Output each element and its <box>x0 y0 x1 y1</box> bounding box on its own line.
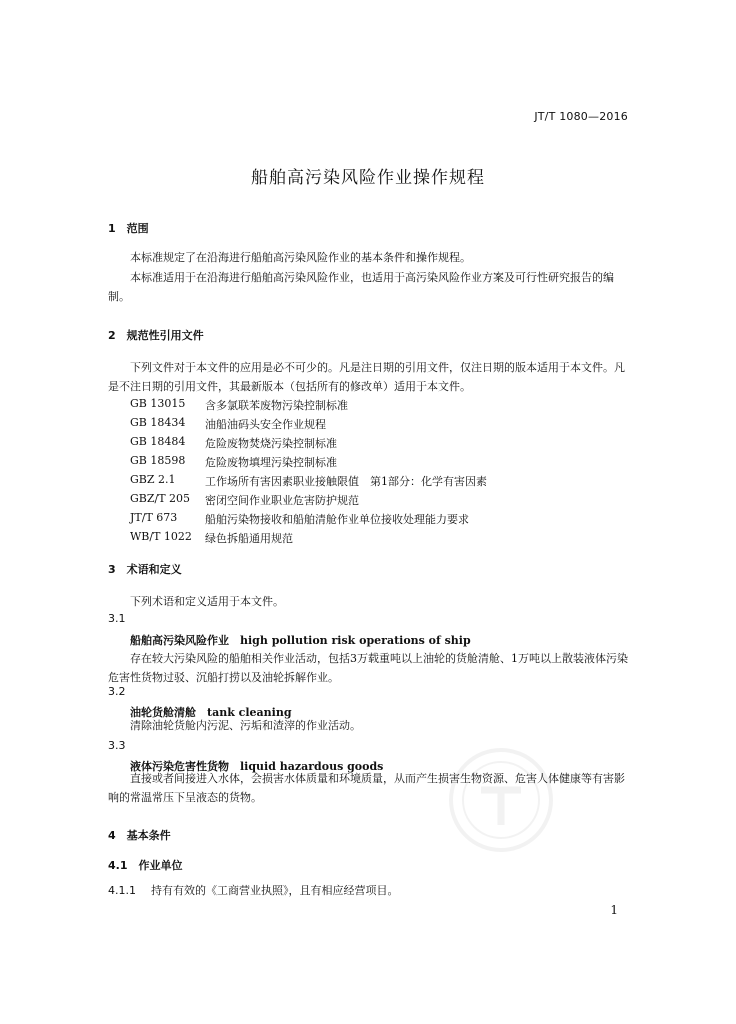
clause-number: 4.1.1 <box>108 884 136 897</box>
term-title: 液体污染危害性货物 liquid hazardous goods <box>130 760 384 773</box>
reference-code: JT/T 673 <box>130 511 178 524</box>
reference-code: GB 18598 <box>130 454 186 467</box>
section-2-intro: 下列文件对于本文件的应用是必不可少的。凡是注日期的引用文件，仅注日期的版本适用于本文件。凡是不注日期的引用文件，其最新版本（包括所有的修改单）适用于本文件。 <box>108 361 625 393</box>
section-4-heading: 4 基本条件 <box>108 829 171 842</box>
reference-name: 油船油码头安全作业规程 <box>205 418 326 431</box>
reference-name: 工作场所有害因素职业接触限值 第1部分：化学有害因素 <box>205 475 487 488</box>
section-3-heading: 3 术语和定义 <box>108 563 182 576</box>
reference-code: GB 13015 <box>130 397 186 410</box>
section-3-intro: 下列术语和定义适用于本文件。 <box>130 595 284 608</box>
term-title: 船舶高污染风险作业 high pollution risk operations of ship <box>130 634 471 647</box>
clause-text: 持有有效的《工商营业执照》，且有相应经营项目。 <box>151 884 399 897</box>
section-1-para-2: 本标准适用于在沿海进行船舶高污染风险作业，也适用于高污染风险作业方案及可行性研究报告的编制。 <box>108 271 614 303</box>
reference-code: GB 18484 <box>130 435 186 448</box>
standard-number: JT/T 1080—2016 <box>534 110 628 123</box>
reference-name: 绿色拆船通用规范 <box>205 532 293 545</box>
term-definition: 清除油轮货舱内污泥、污垢和渣滓的作业活动。 <box>130 719 361 732</box>
term-number: 3.3 <box>108 739 126 752</box>
subsection-4-1-heading: 4.1 作业单位 <box>108 859 183 872</box>
term-number: 3.1 <box>108 612 126 625</box>
section-1-heading: 1 范围 <box>108 222 149 235</box>
reference-code: WB/T 1022 <box>130 530 192 543</box>
reference-name: 密闭空间作业职业危害防护规范 <box>205 494 359 507</box>
term-number: 3.2 <box>108 685 126 698</box>
reference-code: GBZ 2.1 <box>130 473 176 486</box>
reference-name: 含多氯联苯废物污染控制标准 <box>205 399 348 412</box>
section-2-heading: 2 规范性引用文件 <box>108 329 204 342</box>
reference-name: 船舶污染物接收和船舶清舱作业单位接收处理能力要求 <box>205 513 469 526</box>
reference-code: GBZ/T 205 <box>130 492 191 505</box>
term-title: 油轮货舱清舱 tank cleaning <box>130 706 292 719</box>
reference-name: 危险废物填埋污染控制标准 <box>205 456 337 469</box>
document-title: 船舶高污染风险作业操作规程 <box>251 168 485 188</box>
reference-code: GB 18434 <box>130 416 186 429</box>
section-1-para-1: 本标准规定了在沿海进行船舶高污染风险作业的基本条件和操作规程。 <box>130 251 471 264</box>
term-definition: 存在较大污染风险的船舶相关作业活动，包括3万载重吨以上油轮的货舱清舱、1万吨以上散装液体污染危害性货物过驳、沉船打捞以及油轮拆解作业。 <box>108 652 628 684</box>
term-definition: 直接或者间接进入水体，会损害水体质量和环境质量，从而产生损害生物资源、危害人体健康等有害影响的常温常压下呈液态的货物。 <box>108 772 625 804</box>
page-number: 1 <box>610 903 618 917</box>
reference-name: 危险废物焚烧污染控制标准 <box>205 437 337 450</box>
seal-watermark-icon <box>446 745 556 855</box>
